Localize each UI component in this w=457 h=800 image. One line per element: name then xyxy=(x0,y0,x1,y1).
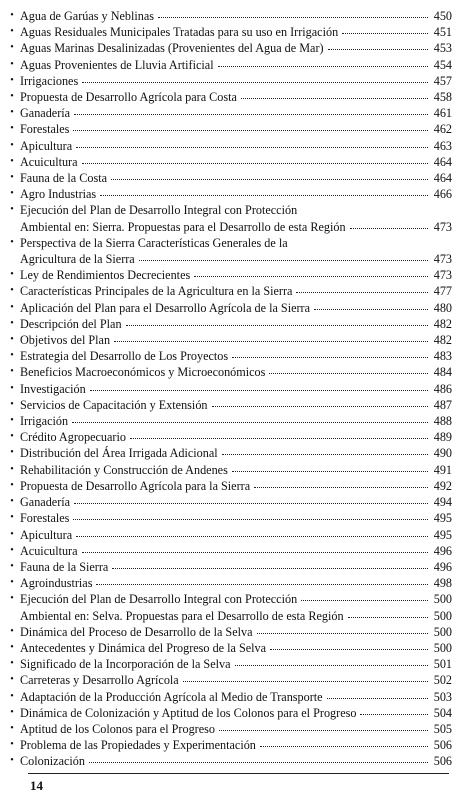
toc-entry xyxy=(6,24,452,40)
dot-leader xyxy=(74,493,428,504)
toc-entry-title: Perspectiva de la Sierra Características Generales de la xyxy=(20,235,288,250)
toc-page-number: 505 xyxy=(433,721,452,736)
toc-entry-title: Agricultura de la Sierra xyxy=(20,252,135,267)
toc-entry-title: Beneficios Macroeconómicos y Microeconómicos xyxy=(20,365,266,380)
toc-page-number: 450 xyxy=(433,9,452,23)
toc-entry xyxy=(6,202,452,234)
toc-page-number: 495 xyxy=(433,511,452,526)
dot-leader xyxy=(360,704,428,715)
dot-leader xyxy=(270,639,428,650)
dot-leader xyxy=(76,526,428,537)
bullet-icon: • xyxy=(10,317,14,329)
toc-entry xyxy=(6,608,452,624)
bullet-icon: • xyxy=(10,463,14,475)
toc-entry-title: Propuesta de Desarrollo Agrícola para Costa xyxy=(20,90,237,105)
toc-entry xyxy=(6,57,452,73)
toc-page-number: 457 xyxy=(433,73,452,88)
toc-page-number: 500 xyxy=(433,592,452,607)
toc-entry-title: Aplicación del Plan para el Desarrollo Agrícola de la Sierra xyxy=(20,300,311,315)
dot-leader xyxy=(296,282,428,293)
toc-entry xyxy=(6,737,452,753)
bullet-icon: • xyxy=(10,91,14,103)
dot-leader xyxy=(222,444,428,455)
bullet-icon: • xyxy=(10,479,14,491)
toc-entry xyxy=(6,494,452,510)
toc-entry-title: Forestales xyxy=(20,122,70,137)
toc-entry xyxy=(6,672,452,688)
bullet-icon: • xyxy=(10,74,14,86)
toc-entry-title: Adaptación de la Producción Agrícola al Medio de Transporte xyxy=(20,689,323,704)
toc-entry-title: Agroindustrias xyxy=(20,576,93,591)
toc-page-number: 496 xyxy=(433,543,452,558)
toc-entry xyxy=(6,753,452,769)
page-number: 14 xyxy=(30,778,43,793)
toc-entry-title: Carreteras y Desarrollo Agrícola xyxy=(20,673,179,688)
bullet-icon: • xyxy=(10,382,14,394)
toc-entry-title: Agro Industrias xyxy=(20,187,97,202)
bullet-icon: • xyxy=(10,415,14,427)
toc-entry-title: Acuicultura xyxy=(20,543,78,558)
dot-leader xyxy=(74,104,428,115)
bullet-icon: • xyxy=(10,26,14,38)
toc-entry xyxy=(6,316,452,332)
bullet-icon: • xyxy=(10,350,14,362)
toc-page-number: 482 xyxy=(433,333,452,348)
dot-leader xyxy=(241,88,428,99)
toc-entry xyxy=(6,575,452,591)
toc-entry-title: Ejecución del Plan de Desarrollo Integral con Protección xyxy=(20,203,298,218)
toc-entry xyxy=(6,267,452,283)
toc-page-number: 488 xyxy=(433,414,452,429)
toc-entry-title: Apicultura xyxy=(20,138,73,153)
toc-entry-title: Servicios de Capacitación y Extensión xyxy=(20,397,208,412)
dot-leader xyxy=(73,509,428,520)
bullet-icon: • xyxy=(10,690,14,702)
dot-leader xyxy=(232,461,428,472)
toc-entry-title: Agua de Garúas y Neblinas xyxy=(20,9,155,23)
toc-entry-title: Características Principales de la Agricultura en la Sierra xyxy=(20,284,293,299)
dot-leader xyxy=(139,250,428,261)
toc-entry xyxy=(6,364,452,380)
bullet-icon: • xyxy=(10,188,14,200)
toc-entry-title: Investigación xyxy=(20,381,86,396)
toc-entry-title: Acuicultura xyxy=(20,154,78,169)
toc-entry xyxy=(6,105,452,121)
bullet-icon: • xyxy=(10,706,14,718)
dot-leader xyxy=(260,736,428,747)
toc-entry xyxy=(6,283,452,299)
toc-entry xyxy=(6,559,452,575)
dot-leader xyxy=(76,137,428,148)
toc-page-number: 453 xyxy=(433,41,452,56)
toc-entry xyxy=(6,624,452,640)
toc-entry xyxy=(6,445,452,461)
toc-page-number: 466 xyxy=(433,187,452,202)
dot-leader xyxy=(327,688,428,699)
bullet-icon: • xyxy=(10,560,14,572)
toc-entry xyxy=(6,73,452,89)
bullet-icon: • xyxy=(10,641,14,653)
toc-entry xyxy=(6,121,452,137)
toc-page-number: 480 xyxy=(433,300,452,315)
dot-leader xyxy=(235,655,429,666)
toc-entry-title: Ley de Rendimientos Decrecientes xyxy=(20,268,191,283)
bullet-icon: • xyxy=(10,269,14,281)
toc-page-number: 477 xyxy=(433,284,452,299)
toc-page-number: 500 xyxy=(433,640,452,655)
toc-page-number: 503 xyxy=(433,689,452,704)
bullet-icon: • xyxy=(10,739,14,751)
bullet-icon: • xyxy=(10,58,14,70)
bullet-icon: • xyxy=(10,107,14,119)
bullet-icon: • xyxy=(10,204,14,216)
toc-entry xyxy=(6,543,452,559)
toc-page-number: 484 xyxy=(433,365,452,380)
toc-entry xyxy=(6,510,452,526)
toc-page-number: 462 xyxy=(433,122,452,137)
toc-entry xyxy=(6,154,452,170)
toc-page-number: 501 xyxy=(433,657,452,672)
toc-page-number: 490 xyxy=(433,446,452,461)
toc-page-number: 464 xyxy=(433,171,452,186)
dot-leader xyxy=(218,56,428,67)
dot-leader xyxy=(158,7,428,18)
toc-entry-title: Irrigaciones xyxy=(20,73,79,88)
toc-entry xyxy=(6,413,452,429)
toc-entry-title: Aptitud de los Colonos para el Progreso xyxy=(20,721,215,736)
toc-entry-title: Aguas Residuales Municipales Tratadas para su uso en Irrigación xyxy=(20,25,339,40)
dot-leader xyxy=(301,590,428,601)
toc-page-number: 506 xyxy=(433,738,452,753)
toc-entry-title: Problema de las Propiedades y Experimentación xyxy=(20,738,256,753)
toc-entry-title: Descripción del Plan xyxy=(20,316,122,331)
toc-entry xyxy=(6,527,452,543)
toc-entry-title: Aguas Provenientes de Lluvia Artificial xyxy=(20,57,214,72)
dot-leader xyxy=(73,120,428,131)
toc-page-number: 506 xyxy=(433,754,452,769)
toc-entry-title: Ganadería xyxy=(20,495,71,510)
dot-leader xyxy=(111,169,428,180)
toc-entry-title: Apicultura xyxy=(20,527,73,542)
dot-leader xyxy=(82,72,428,83)
toc-entry-title: Propuesta de Desarrollo Agrícola para la Sierra xyxy=(20,478,251,493)
toc-entry-title: Ganadería xyxy=(20,106,71,121)
toc-entry-title: Forestales xyxy=(20,511,70,526)
toc-entry xyxy=(6,89,452,105)
toc-page-number: 486 xyxy=(433,381,452,396)
bullet-icon: • xyxy=(10,593,14,605)
dot-leader xyxy=(96,574,428,585)
dot-leader xyxy=(130,428,428,439)
dot-leader xyxy=(90,380,428,391)
dot-leader xyxy=(328,39,428,50)
bullet-icon: • xyxy=(10,285,14,297)
bullet-icon: • xyxy=(10,172,14,184)
bullet-icon: • xyxy=(10,10,14,21)
bullet-icon: • xyxy=(10,431,14,443)
toc-entry xyxy=(6,429,452,445)
toc-entry xyxy=(6,656,452,672)
footer-rule xyxy=(28,773,449,774)
toc-entry xyxy=(6,478,452,494)
toc-page-number: 461 xyxy=(433,106,452,121)
dot-leader xyxy=(89,752,428,763)
bullet-icon: • xyxy=(10,658,14,670)
dot-leader xyxy=(212,396,428,407)
toc-page-number: 500 xyxy=(433,608,452,623)
dot-leader xyxy=(72,412,428,423)
bullet-icon: • xyxy=(10,625,14,637)
bullet-icon: • xyxy=(10,366,14,378)
toc-page-number: 491 xyxy=(433,462,452,477)
toc-entry xyxy=(6,721,452,737)
toc-page-number: 473 xyxy=(433,252,452,267)
dot-leader xyxy=(314,299,428,310)
toc-entry xyxy=(6,235,452,267)
bullet-icon: • xyxy=(10,577,14,589)
bullet-icon: • xyxy=(10,722,14,734)
toc-entry-title: Aguas Marinas Desalinizadas (Provenientes del Agua de Mar) xyxy=(20,41,324,56)
dot-leader xyxy=(269,363,428,374)
toc-page-number: 500 xyxy=(433,624,452,639)
toc-entry-title: Irrigación xyxy=(20,414,69,429)
toc-page-number: 473 xyxy=(433,219,452,234)
toc-entry-title: Ambiental en: Selva. Propuestas para el Desarrollo de esta Región xyxy=(20,608,344,623)
toc-entry-title: Dinámica del Proceso de Desarrollo de la Selva xyxy=(20,624,253,639)
dot-leader xyxy=(82,153,428,164)
toc-page-number: 464 xyxy=(433,154,452,169)
bullet-icon: • xyxy=(10,528,14,540)
toc-entry xyxy=(6,8,452,24)
toc-entry xyxy=(6,705,452,721)
toc-page-number: 482 xyxy=(433,316,452,331)
bullet-icon: • xyxy=(10,236,14,248)
toc-page-number: 489 xyxy=(433,430,452,445)
bullet-icon: • xyxy=(10,544,14,556)
toc-entry xyxy=(6,300,452,316)
bullet-icon: • xyxy=(10,42,14,54)
toc-page-number: 451 xyxy=(433,25,452,40)
toc-page-number: 504 xyxy=(433,705,452,720)
toc-page-number: 454 xyxy=(433,57,452,72)
dot-leader xyxy=(112,558,428,569)
bullet-icon: • xyxy=(10,512,14,524)
toc-entry xyxy=(6,591,452,607)
toc-page-number: 494 xyxy=(433,495,452,510)
toc-entry-title: Crédito Agropecuario xyxy=(20,430,126,445)
toc-entry xyxy=(6,397,452,413)
toc-page-number: 498 xyxy=(433,576,452,591)
toc-entry-title: Ejecución del Plan de Desarrollo Integral con Protección xyxy=(20,592,298,607)
toc-entry-title: Dinámica de Colonización y Aptitud de los Colonos para el Progreso xyxy=(20,705,357,720)
toc-page-number: 458 xyxy=(433,90,452,105)
toc-page-number: 483 xyxy=(433,349,452,364)
bullet-icon: • xyxy=(10,447,14,459)
toc-page-number: 473 xyxy=(433,268,452,283)
toc-entry xyxy=(6,186,452,202)
dot-leader xyxy=(342,23,428,34)
toc-page-number: 492 xyxy=(433,478,452,493)
dot-leader xyxy=(219,720,428,731)
bullet-icon: • xyxy=(10,496,14,508)
toc-entry xyxy=(6,332,452,348)
toc-entry-title: Antecedentes y Dinámica del Progreso de la Selva xyxy=(20,640,267,655)
dot-leader xyxy=(348,607,428,618)
dot-leader xyxy=(126,315,428,326)
toc-entry xyxy=(6,138,452,154)
dot-leader xyxy=(254,477,428,488)
toc-page-number: 495 xyxy=(433,527,452,542)
bullet-icon: • xyxy=(10,674,14,686)
dot-leader xyxy=(194,266,428,277)
toc-page-number: 487 xyxy=(433,397,452,412)
toc-page-number: 502 xyxy=(433,673,452,688)
dot-leader xyxy=(100,185,428,196)
toc-entry xyxy=(6,348,452,364)
toc-entry xyxy=(6,381,452,397)
bullet-icon: • xyxy=(10,398,14,410)
toc-entry xyxy=(6,640,452,656)
dot-leader xyxy=(350,218,428,229)
dot-leader xyxy=(232,347,428,358)
toc-entry-title: Estrategia del Desarrollo de Los Proyectos xyxy=(20,349,229,364)
bullet-icon: • xyxy=(10,155,14,167)
toc-entry-title: Colonización xyxy=(20,754,85,769)
dot-leader xyxy=(82,542,428,553)
dot-leader xyxy=(257,623,429,634)
bullet-icon: • xyxy=(10,301,14,313)
toc-page-number: 463 xyxy=(433,138,452,153)
bullet-icon: • xyxy=(10,334,14,346)
toc-entry xyxy=(6,170,452,186)
table-of-contents xyxy=(6,8,452,770)
toc-entry-title: Rehabilitación y Construcción de Andenes xyxy=(20,462,228,477)
toc-entry-title: Fauna de la Costa xyxy=(20,171,107,186)
bullet-icon: • xyxy=(10,139,14,151)
toc-entry-title: Objetivos del Plan xyxy=(20,333,111,348)
dot-leader xyxy=(114,331,428,342)
toc-page-number: 496 xyxy=(433,559,452,574)
toc-entry xyxy=(6,462,452,478)
toc-entry-title: Ambiental en: Sierra. Propuestas para el Desarrollo de esta Región xyxy=(20,219,346,234)
toc-entry-title: Fauna de la Sierra xyxy=(20,559,109,574)
toc-entry xyxy=(6,689,452,705)
toc-entry-title: Distribución del Área Irrigada Adicional xyxy=(20,446,218,461)
bullet-icon: • xyxy=(10,123,14,135)
toc-entry-title: Significado de la Incorporación de la Selva xyxy=(20,657,231,672)
dot-leader xyxy=(183,671,428,682)
bullet-icon: • xyxy=(10,755,14,767)
toc-entry xyxy=(6,40,452,56)
